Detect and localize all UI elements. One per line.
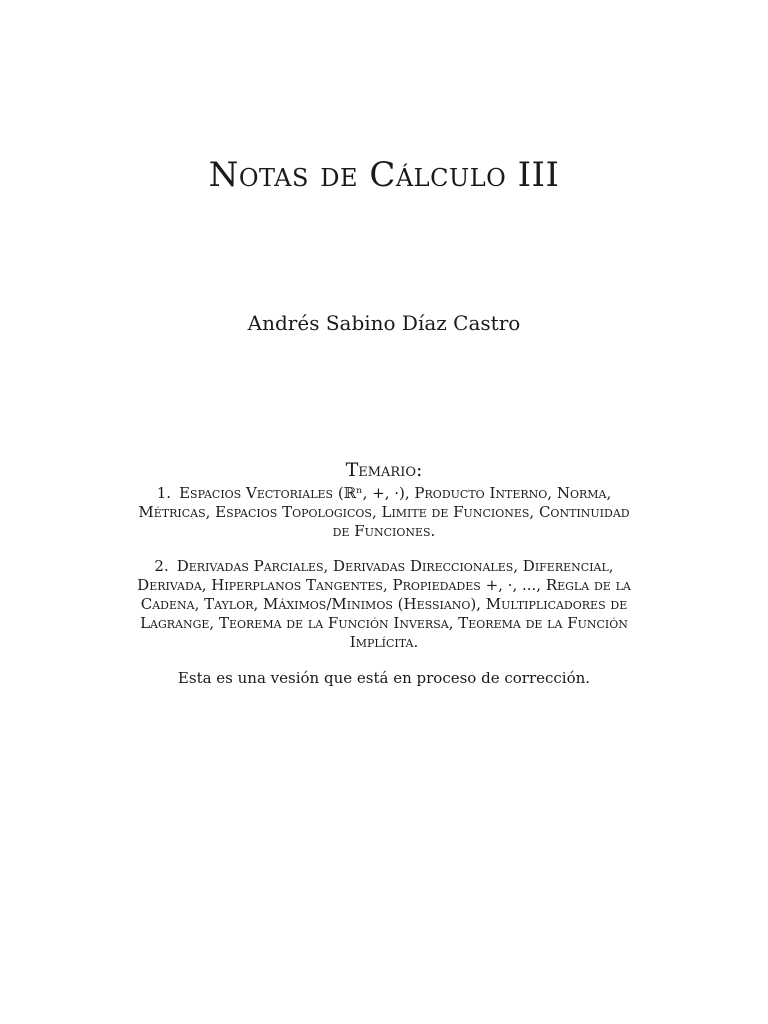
syllabus-item-number: 1. [156, 484, 172, 502]
syllabus-item-number: 2. [154, 557, 169, 575]
document-author: Andrés Sabino Díaz Castro [247, 311, 521, 335]
syllabus-item-text: Derivadas Parciales, Derivadas Direccionales, Diferencial, Derivada, Hiperplanos Tangentes, Propiedades +, ·, ..., Regla de la Cadena, Taylor, Máximos/Minimos (Hessiano), Multiplicadores de Lagrange, Teorema de la Función Inversa, Teorema de la Función Implícita. [137, 557, 631, 651]
document-title: Notas de Cálculo III [208, 155, 560, 195]
syllabus-item [130, 557, 638, 652]
syllabus-section [130, 458, 638, 688]
syllabus-item [130, 484, 638, 541]
syllabus-item-text: Espacios Vectoriales (ℝⁿ, +, ·), Producto Interno, Norma, Métricas, Espacios Topologicos, Limite de Funciones, Continuidad de Funciones. [138, 484, 630, 540]
revision-note: Esta es una vesión que está en proceso de corrección. [177, 669, 591, 687]
syllabus-heading: Temario: [345, 459, 423, 481]
